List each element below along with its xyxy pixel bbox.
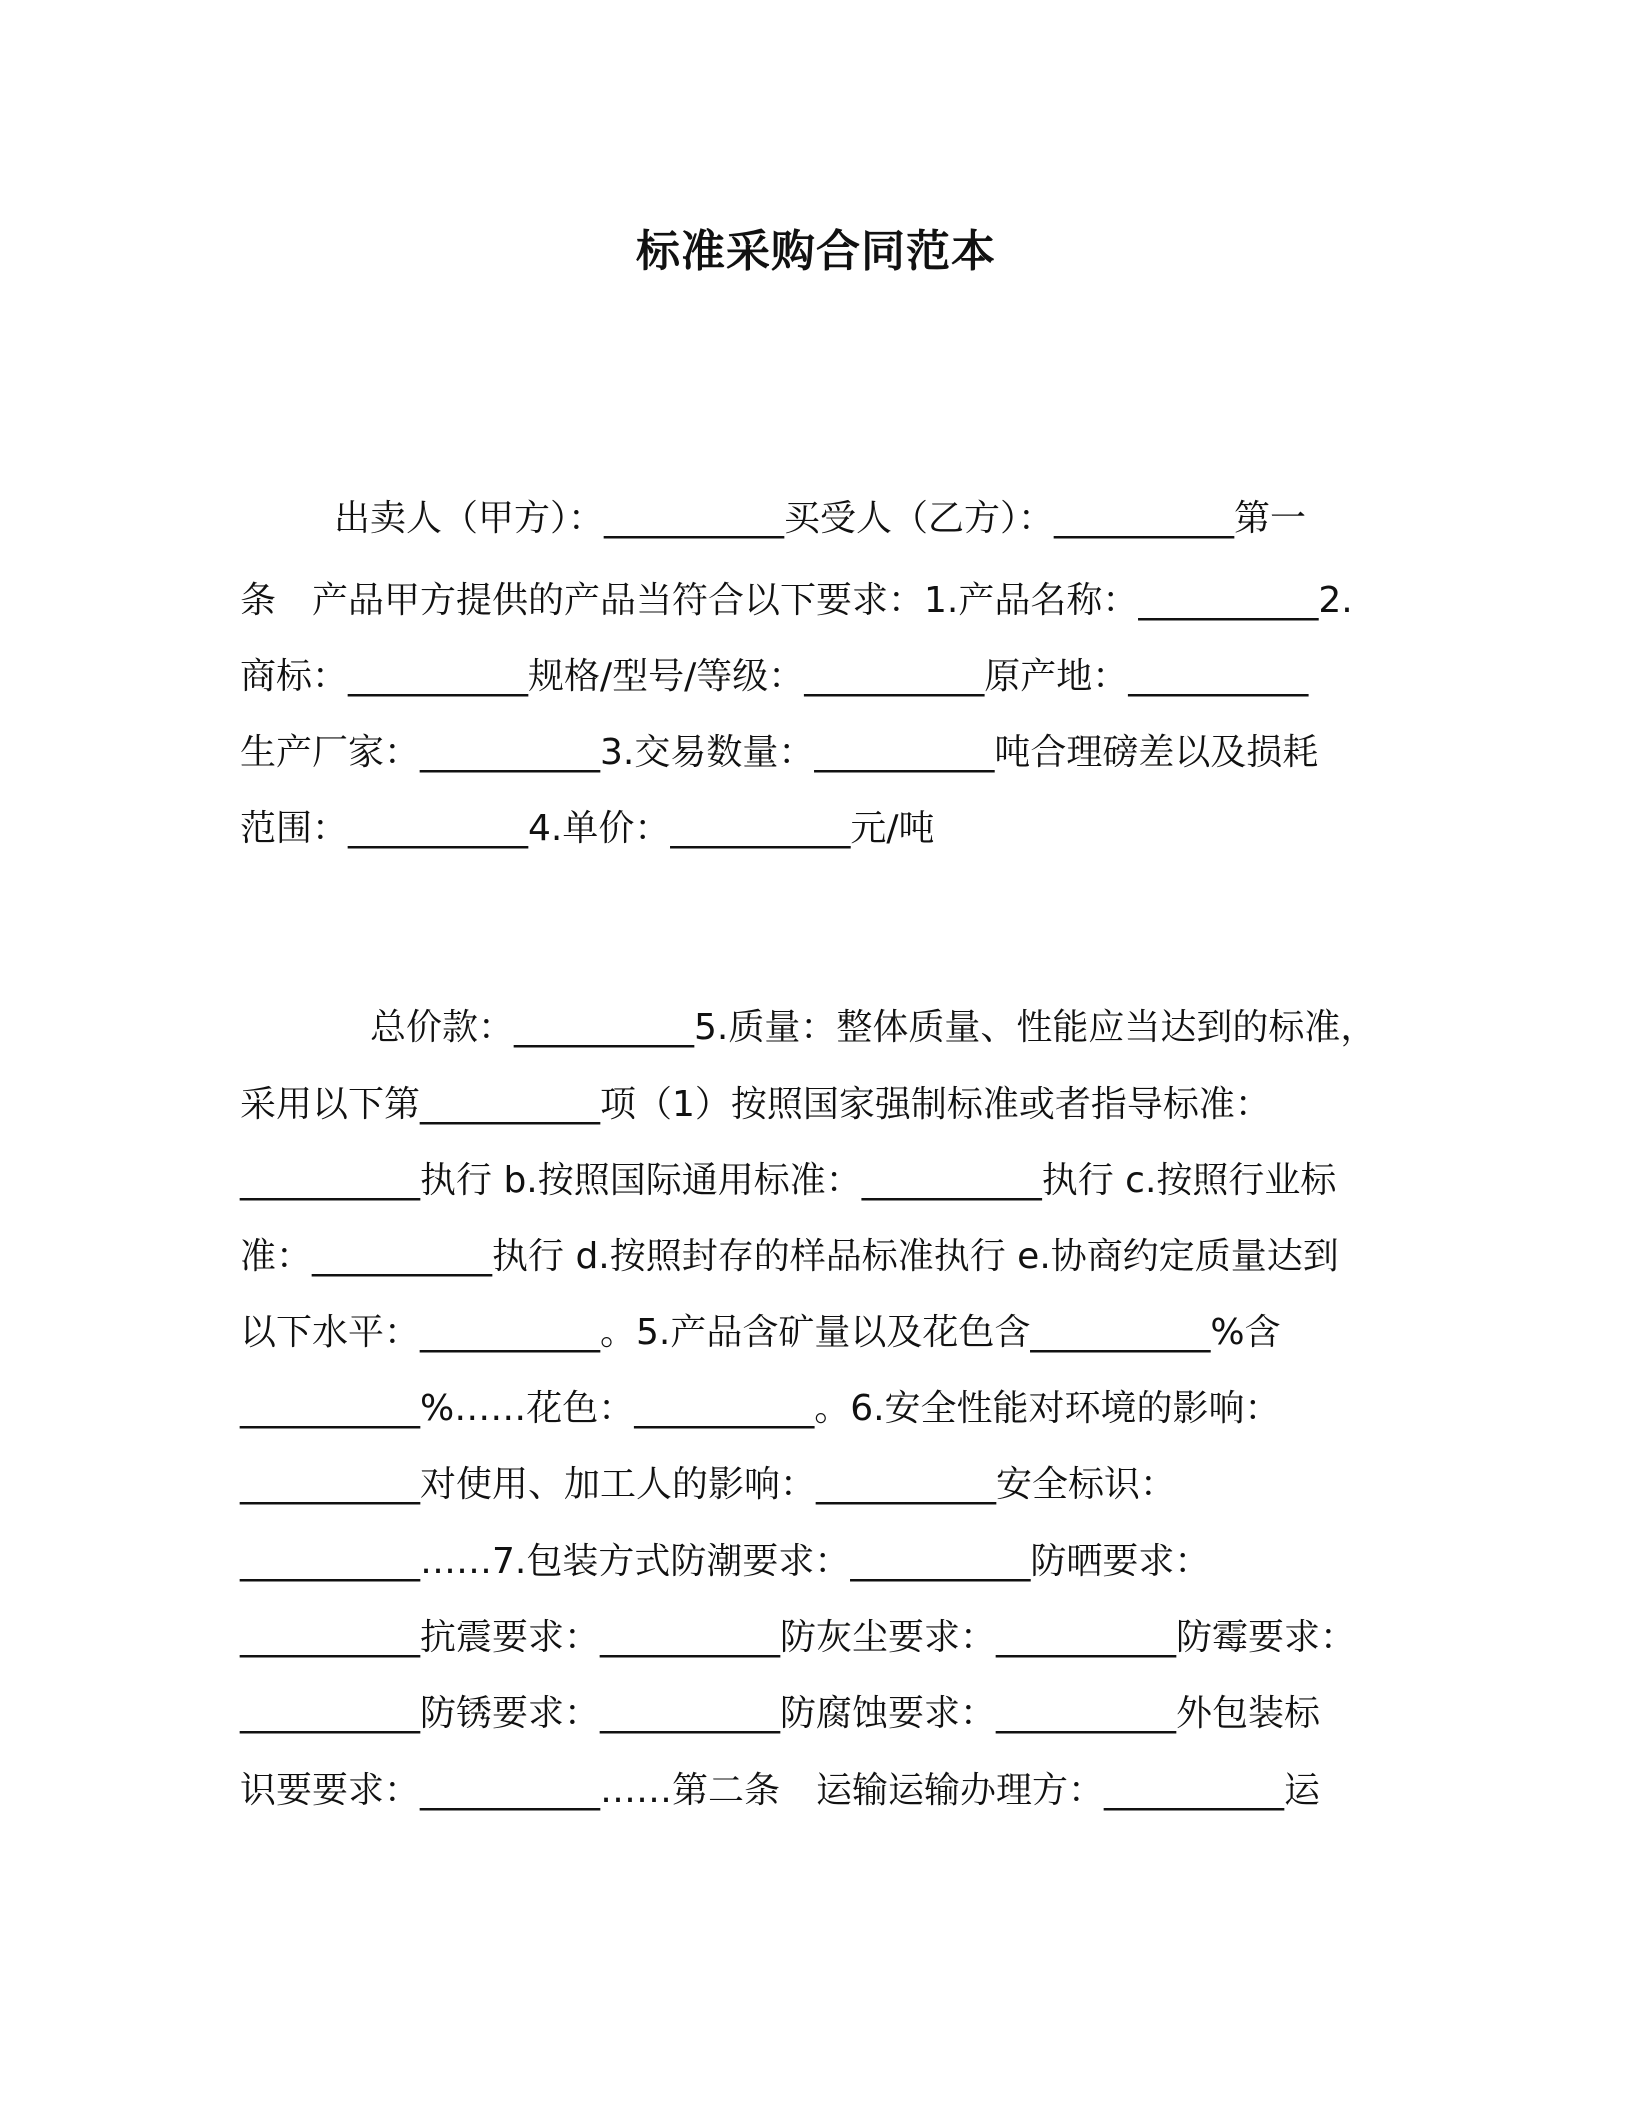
text-line: 总价款：__________5.质量：整体质量、性能应当达到的标准，: [370, 1007, 1377, 1048]
text-line: __________%……花色：__________。6.安全性能对环境的影响：: [240, 1388, 1281, 1429]
text-line: 识要要求：__________……第二条 运输运输办理方：__________运: [240, 1770, 1321, 1811]
text-line: 出卖人（甲方）：__________买受人（乙方）：__________第一: [334, 498, 1307, 539]
text-line: __________执行 b.按照国际通用标准：__________执行 c.按照行业标: [240, 1160, 1337, 1201]
text-line: 条 产品甲方提供的产品当符合以下要求：1.产品名称：__________2.: [240, 580, 1353, 621]
text-line: 商标：__________规格/型号/等级：__________原产地：__________: [240, 656, 1309, 697]
text-line: 范围：__________4.单价：__________元/吨: [240, 808, 935, 849]
text-line: 以下水平：__________。5.产品含矿量以及花色含__________%含: [240, 1312, 1281, 1353]
text-line: __________对使用、加工人的影响：__________安全标识：: [240, 1464, 1177, 1505]
text-line: 生产厂家：__________3.交易数量：__________吨合理磅差以及损耗: [240, 732, 1319, 773]
text-line: __________防锈要求：__________防腐蚀要求：__________外包装标: [240, 1693, 1321, 1734]
text-line: __________……7.包装方式防潮要求：__________防晒要求：: [240, 1541, 1211, 1582]
text-line: 采用以下第__________项（1）按照国家强制标准或者指导标准：: [240, 1084, 1271, 1125]
text-line: 准：__________执行 d.按照封存的样品标准执行 e.协商约定质量达到: [240, 1236, 1339, 1277]
text-line: __________抗震要求：__________防灰尘要求：__________防霉要求：: [240, 1617, 1357, 1658]
document-title: 标准采购合同范本: [636, 226, 996, 277]
